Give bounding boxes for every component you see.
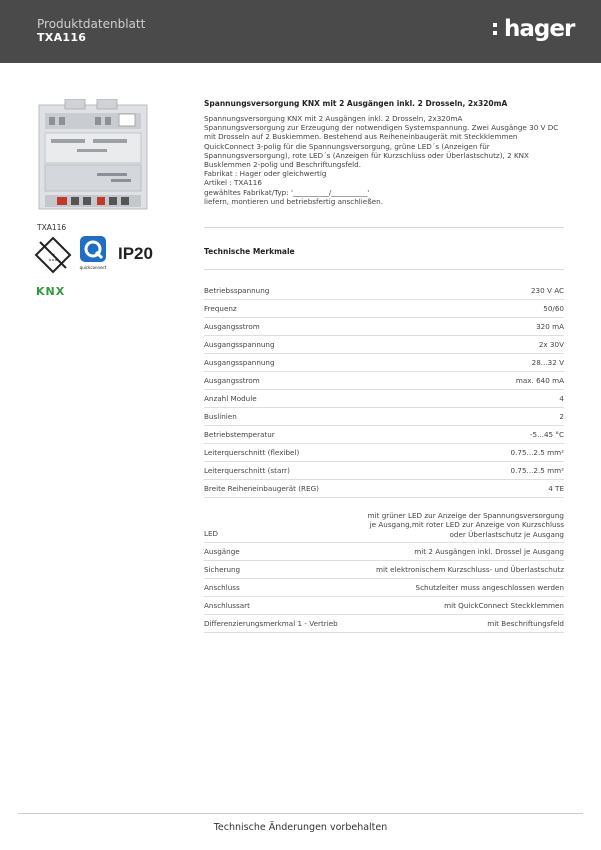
spec-table (204, 282, 564, 633)
spec-value: 320 mA (536, 322, 564, 331)
spec-key: Differenzierungsmerkmal 1 - Vertrieb (204, 619, 338, 628)
description-line: QuickConnect 3-polig für die Spannungsversorgung, grüne LED´s (Anzeigen für (204, 141, 490, 151)
table-row (204, 390, 564, 408)
spec-value: -5...45 °C (529, 430, 564, 439)
spec-key: Anschluss (204, 583, 240, 592)
spec-key: Ausgänge (204, 547, 240, 556)
spec-key: Anschlussart (204, 601, 250, 610)
spec-value: 50/60 (543, 304, 564, 313)
description-line: mit Drosseln auf 2 Buskiemmen. Bestehend aus Reiheneinbaugerät mit Steckklemmen (204, 132, 518, 142)
hager-logo (493, 16, 575, 46)
footer-text: Technische Änderungen vorbehalten (213, 822, 388, 833)
table-row (204, 543, 564, 561)
table-row (204, 462, 564, 480)
table-row (204, 498, 564, 543)
spec-key: Leiterquerschnitt (flexibel) (204, 448, 300, 457)
spec-key: Ausgangsspannung (204, 340, 275, 349)
spec-value: Schutzleiter muss angeschlossen werden (415, 583, 564, 592)
description-line: Spannungsversorgung zur Erzeugung der notwendigen Systemspannung. Zwei Ausgänge 30 V DC (204, 123, 559, 133)
spec-key: Ausgangsspannung (204, 358, 275, 367)
quickconnect-label: quickconnect (79, 265, 107, 270)
spec-key: Anzahl Module (204, 394, 257, 403)
spec-value: 230 V AC (530, 286, 564, 295)
product-label: TXA116 (37, 223, 67, 232)
spec-value: 4 (559, 394, 564, 403)
knx-label: KNX (36, 285, 66, 296)
brand-name: hager (504, 16, 575, 42)
description-line: gewähltes Fabrikat/Typ: '__________/__________' (204, 187, 370, 197)
table-row (204, 354, 564, 372)
spec-key: Frequenz (204, 304, 237, 313)
description-line: liefern, montieren und betriebsfertig anschließen. (204, 196, 383, 206)
spec-value: 2 (559, 412, 564, 421)
description-line: Busklemmen 2-polig und Beschriftungsfeld. (204, 160, 361, 170)
document-type: Produktdatenblatt (37, 17, 146, 31)
table-row (204, 282, 564, 300)
product-title: Spannungsversorgung KNX mit 2 Ausgängen inkl. 2 Drosseln, 2x320mA (204, 99, 508, 108)
spec-value: 28...32 V (531, 358, 564, 367)
logo-mark-icon (493, 20, 501, 40)
table-row (204, 444, 564, 462)
table-row (204, 372, 564, 390)
table-row (204, 579, 564, 597)
spec-value: 2x 30V (538, 340, 564, 349)
spec-value: max. 640 mA (515, 376, 564, 385)
spec-key: LED (204, 529, 219, 538)
table-row (204, 426, 564, 444)
description-block (204, 99, 564, 206)
description-line: Spannungsversorgung), rote LED´s (Anzeigen für Kurzschluss oder Überlastschutz), 2 KNX (204, 150, 529, 160)
spec-value: mit elektronischem Kurzschluss- und Überlastschutz (376, 565, 564, 574)
table-row (204, 615, 564, 633)
description-line: Artikel : TXA116 (204, 178, 262, 188)
page-header (0, 0, 601, 63)
table-row (204, 408, 564, 426)
description-line: Fabrikat : Hager oder gleichwertig (204, 169, 327, 179)
ip-rating: IP20 (118, 244, 153, 263)
table-row (204, 480, 564, 498)
article-number: TXA116 (37, 31, 87, 44)
spec-key: Betriebstemperatur (204, 430, 275, 439)
spec-key: Breite Reiheneinbaugerät (REG) (204, 484, 319, 493)
spec-key: Ausgangsstrom (204, 376, 260, 385)
spec-value: 0.75...2.5 mm² (510, 466, 564, 475)
table-row (204, 318, 564, 336)
spec-value: mit Beschriftungsfeld (487, 619, 564, 628)
spec-key: Leiterquerschnitt (starr) (204, 466, 290, 475)
spec-value: mit grüner LED zur Anzeige der Spannungsversorgung je Ausgang,mit roter LED zur Anzeige von Kurzschluss oder Überlastschutz je Ausgang (367, 510, 564, 539)
svg-text:~: ~ (50, 251, 56, 258)
table-row (204, 597, 564, 615)
footer-divider (18, 813, 583, 814)
product-description (204, 114, 564, 206)
spec-key: Ausgangsstrom (204, 322, 260, 331)
description-line: Spannungsversorgung KNX mit 2 Ausgängen inkl. 2 Drosseln, 2x320mA (204, 114, 463, 123)
spec-value: 0.75...2.5 mm² (510, 448, 564, 457)
product-image (37, 99, 152, 219)
divider (204, 269, 564, 270)
table-row (204, 561, 564, 579)
section-title: Technische Merkmale (204, 247, 295, 256)
table-row (204, 300, 564, 318)
certification-icons (34, 236, 164, 276)
spec-key: Sicherung (204, 565, 241, 574)
installation-box-icon (34, 236, 72, 274)
knx-logo-icon (36, 284, 74, 296)
table-row (204, 336, 564, 354)
spec-value: mit 2 Ausgängen inkl. Drossel je Ausgang (414, 547, 564, 556)
spec-value: mit QuickConnect Steckklemmen (444, 601, 564, 610)
quickconnect-icon (78, 236, 108, 274)
spec-key: Betriebsspannung (204, 286, 270, 295)
spec-value: 4 TE (548, 484, 564, 493)
divider (204, 227, 564, 228)
spec-key: Buslinien (204, 412, 237, 421)
